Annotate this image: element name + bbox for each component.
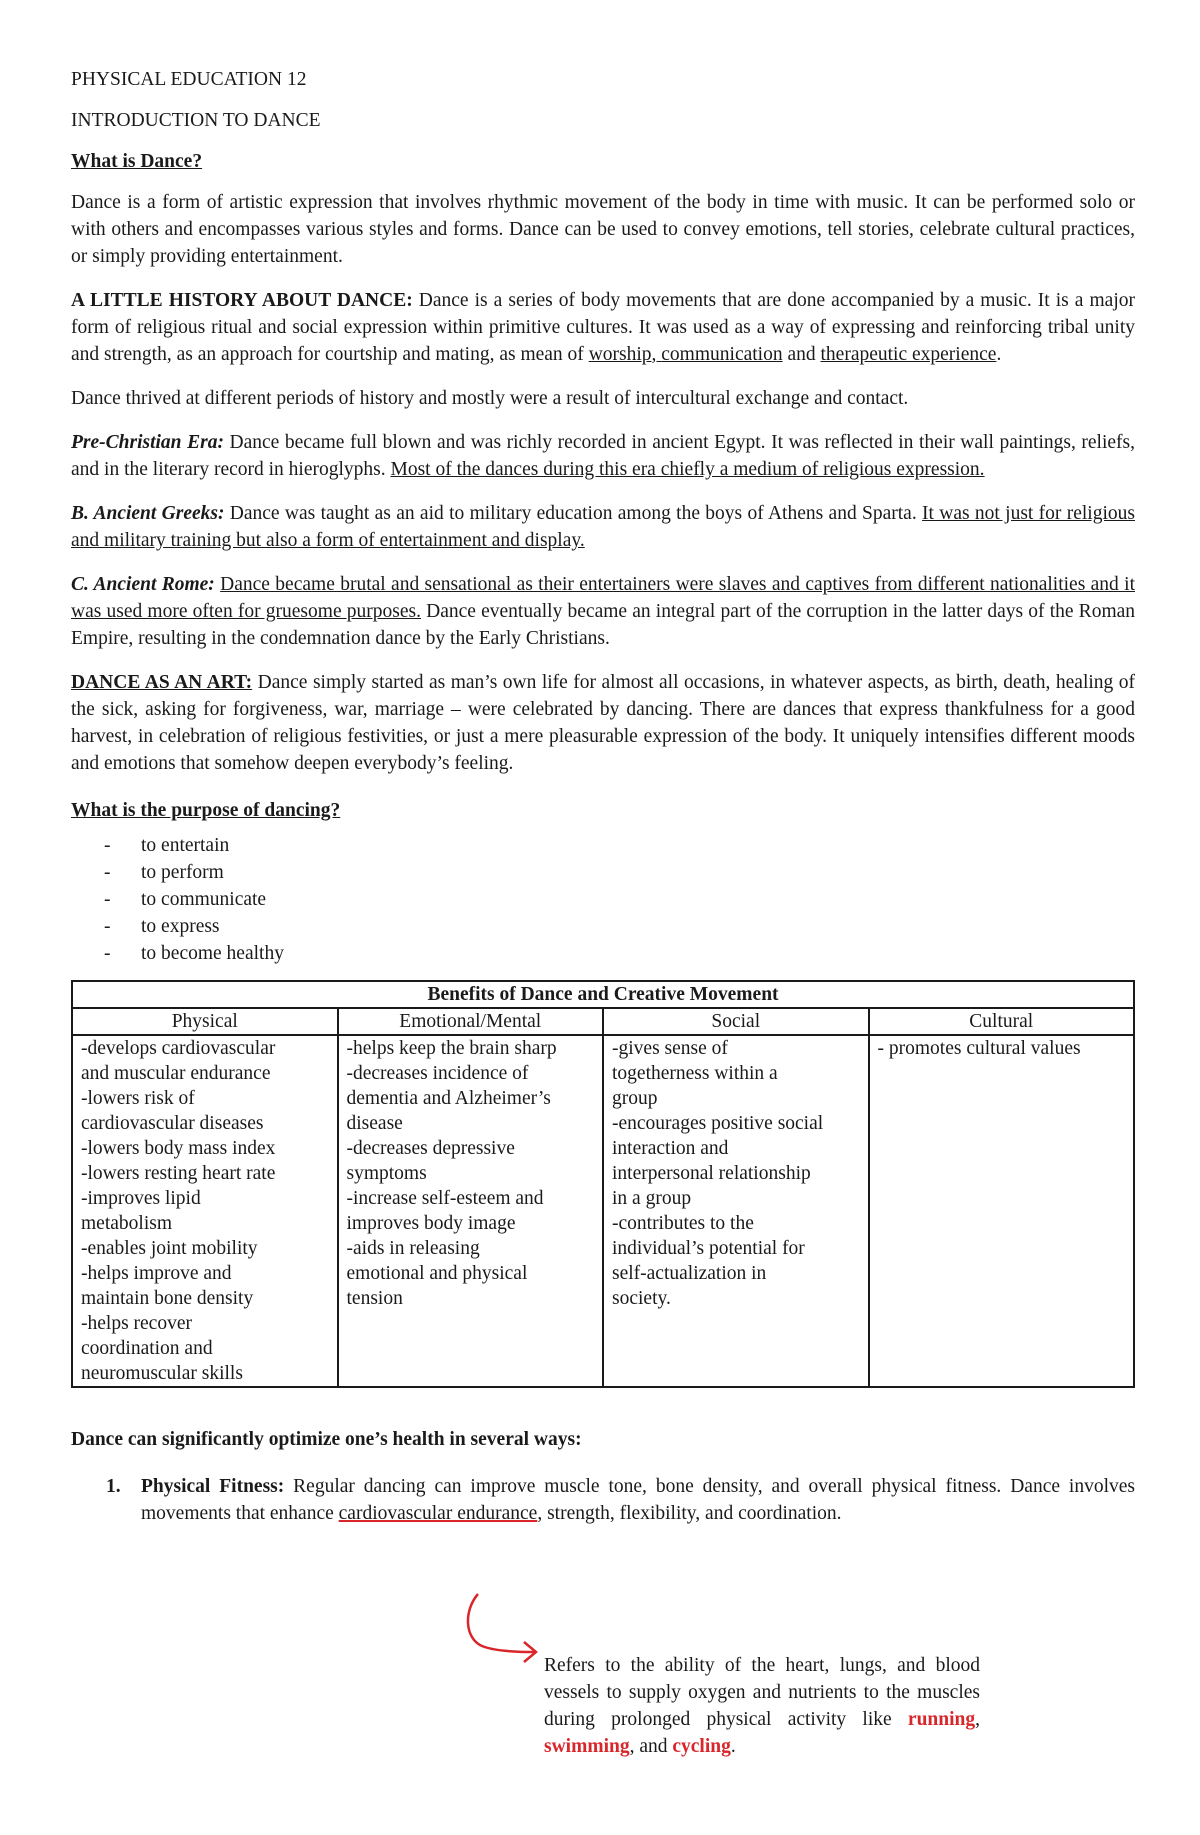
annotation-end: . <box>730 1735 736 1757</box>
cell-line: -develops cardiovascular <box>81 1038 276 1059</box>
annotation-sep: , and <box>629 1735 673 1757</box>
greeks-paragraph <box>71 500 1135 554</box>
column-header-emotional: Emotional/Mental <box>338 1008 604 1035</box>
purpose-item: to perform <box>141 862 224 883</box>
dash-bullet: - <box>104 889 111 910</box>
purpose-item: to become healthy <box>141 943 284 964</box>
purpose-item: to express <box>141 916 220 937</box>
history-communication: communication <box>661 344 783 365</box>
rome-paragraph <box>71 571 1135 652</box>
rome-label: C. Ancient Rome: <box>71 574 215 595</box>
health-item-end: , strength, flexibility, and coordination. <box>537 1503 842 1524</box>
purpose-item: to entertain <box>141 835 230 856</box>
cell-line: cardiovascular diseases <box>81 1113 264 1134</box>
benefits-table-title: Benefits of Dance and Creative Movement <box>72 981 1134 1008</box>
cell-line: self-actualization in <box>612 1263 767 1284</box>
benefits-table <box>71 980 1135 1388</box>
cell-line: maintain bone density <box>81 1288 254 1309</box>
health-item-start: Regular dancing can improve muscle tone, bone density, and overall physical fitness. Dance involves movements that enhance <box>141 1476 1135 1524</box>
list-item <box>71 913 1135 940</box>
cell-line: interpersonal relationship <box>612 1163 811 1184</box>
cell-line: -encourages positive social <box>612 1113 824 1134</box>
history-body: Dance is a series of body movements that are done accompanied by a music. It is a major form of religious ritual and social expression within primitive cultures. It was used as a way of expressing and reinforcing tribal unity and strength, as an approach for courtship and mating, as mean of <box>71 290 1135 365</box>
annotation-swimming: swimming <box>544 1735 630 1757</box>
health-item-label: Physical Fitness: <box>141 1476 285 1497</box>
list-item <box>71 940 1135 967</box>
cell-line: togetherness within a <box>612 1063 778 1084</box>
cell-line: tension <box>346 1288 403 1309</box>
health-heading: Dance can significantly optimize one’s health in several ways: <box>71 1429 582 1450</box>
column-header-social: Social <box>603 1008 869 1035</box>
dash-bullet: - <box>104 862 111 883</box>
cell-line: -lowers risk of <box>81 1088 195 1109</box>
purpose-list <box>71 832 1135 967</box>
cell-line: -enables joint mobility <box>81 1238 258 1259</box>
cell-physical <box>72 1035 338 1387</box>
history-worship: worship <box>588 344 652 365</box>
cell-line: -gives sense of <box>612 1038 728 1059</box>
cell-line: and muscular endurance <box>81 1063 271 1084</box>
cell-line: -contributes to the <box>612 1213 754 1234</box>
list-item <box>71 832 1135 859</box>
cell-line: -increase self-esteem and <box>346 1188 544 1209</box>
annotation-sep: , <box>975 1708 980 1730</box>
cell-line: -helps improve and <box>81 1263 232 1284</box>
annotation-note <box>544 1652 980 1760</box>
cell-line: disease <box>346 1113 403 1134</box>
pre-christian-label: Pre-Christian Era: <box>71 432 224 453</box>
cell-line: -aids in releasing <box>346 1238 480 1259</box>
cell-line: in a group <box>612 1188 692 1209</box>
dash-bullet: - <box>104 835 111 856</box>
dash-bullet: - <box>104 916 111 937</box>
table-row <box>72 1035 1134 1387</box>
dash-bullet: - <box>104 943 111 964</box>
art-paragraph <box>71 669 1135 777</box>
history-thrived: Dance thrived at different periods of history and mostly were a result of intercultural exchange and contact. <box>71 388 909 409</box>
cell-line: -improves lipid <box>81 1188 201 1209</box>
cell-line: interaction and <box>612 1138 729 1159</box>
annotation-cycling: cycling <box>672 1735 731 1757</box>
list-item <box>71 886 1135 913</box>
pre-christian-paragraph <box>71 429 1135 483</box>
cell-line: dementia and Alzheimer’s <box>346 1088 551 1109</box>
art-label: DANCE AS AN ART: <box>71 672 253 693</box>
health-item-text <box>141 1473 1135 1527</box>
cell-line: -helps recover <box>81 1313 192 1334</box>
item-number: 1. <box>106 1476 121 1497</box>
art-body: Dance simply started as man’s own life for almost all occasions, in whatever aspects, as birth, death, healing of the sick, asking for forgiveness, war, marriage – were celebrated by dancing. There are dances that express thankfulness for a good harvest, in celebration of religious festivities, or just a mere pleasurable expression of the body. It uniquely intensifies different moods and emotions that somehow deepen everybody’s feeling. <box>71 672 1136 774</box>
cell-line: -helps keep the brain sharp <box>346 1038 557 1059</box>
cell-line: -decreases depressive <box>346 1138 515 1159</box>
history-therapeutic: therapeutic experience <box>820 344 997 365</box>
cell-line: emotional and physical <box>346 1263 528 1284</box>
cell-line: symptoms <box>346 1163 427 1184</box>
curved-arrow-icon <box>460 1590 550 1680</box>
purpose-heading: What is the purpose of dancing? <box>71 800 341 821</box>
cell-line: improves body image <box>346 1213 516 1234</box>
cell-line: - promotes cultural values <box>877 1038 1081 1059</box>
cell-line: -lowers resting heart rate <box>81 1163 276 1184</box>
cell-line: -lowers body mass index <box>81 1138 276 1159</box>
cell-cultural <box>869 1035 1135 1387</box>
purpose-item: to communicate <box>141 889 267 910</box>
rome-text: Dance eventually became an integral part of the corruption in the latter days of the Roman Empire, resulting in the condemnation dance by the Early Christians. <box>71 601 1136 649</box>
cardio-highlight: cardiovascular endurance <box>338 1503 538 1524</box>
what-is-dance-body: Dance is a form of artistic expression that involves rhythmic movement of the body in time with music. It can be performed solo or with others and encompasses various styles and forms. Dance can be used to convey emotions, tell stories, celebrate cultural practices, or simply providing entertainment. <box>71 192 1135 267</box>
pre-christian-underlined: Most of the dances during this era chiefly a medium of religious expression. <box>390 459 985 480</box>
history-end: . <box>996 344 1002 365</box>
annotation-text: Refers to the ability of the heart, lungs, and blood vessels to supply oxygen and nutrients to the muscles during prolonged physical activity like <box>544 1654 980 1730</box>
annotation-running: running <box>907 1708 976 1730</box>
greeks-label: B. Ancient Greeks: <box>71 503 225 524</box>
cell-line: group <box>612 1088 658 1109</box>
column-header-cultural: Cultural <box>869 1008 1135 1035</box>
column-header-physical: Physical <box>72 1008 338 1035</box>
document-page <box>71 66 1135 1527</box>
health-list <box>71 1473 1135 1527</box>
history-label: A LITTLE HISTORY ABOUT DANCE: <box>71 290 413 311</box>
greeks-text: Dance was taught as an aid to military education among the boys of Athens and Sparta. <box>224 503 923 524</box>
pre-christian-text: Dance became full blown and was richly recorded in ancient Egypt. It was reflected in their wall paintings, reliefs, and in the literary record in hieroglyphs. <box>71 432 1135 480</box>
history-comma: , <box>651 344 662 365</box>
rome-underlined: Dance became brutal and sensational as their entertainers were slaves and captives from different nationalities and it was used more often for gruesome purposes. <box>71 574 1135 622</box>
cell-emotional <box>338 1035 604 1387</box>
topic-title: INTRODUCTION TO DANCE <box>71 110 321 131</box>
list-item <box>71 1473 1135 1527</box>
cell-line: neuromuscular skills <box>81 1363 243 1384</box>
list-item <box>71 859 1135 886</box>
cell-line: society. <box>612 1288 671 1309</box>
cell-line: individual’s potential for <box>612 1238 805 1259</box>
course-title: PHYSICAL EDUCATION 12 <box>71 69 307 90</box>
what-is-dance-heading: What is Dance? <box>71 151 203 172</box>
cell-line: -decreases incidence of <box>346 1063 529 1084</box>
history-paragraph <box>71 287 1135 368</box>
cell-line: coordination and <box>81 1338 213 1359</box>
history-and: and <box>782 344 821 365</box>
greeks-underlined: It was not just for religious and military training but also a form of entertainment and display. <box>71 503 1135 551</box>
cell-line: metabolism <box>81 1213 172 1234</box>
cell-social <box>603 1035 869 1387</box>
